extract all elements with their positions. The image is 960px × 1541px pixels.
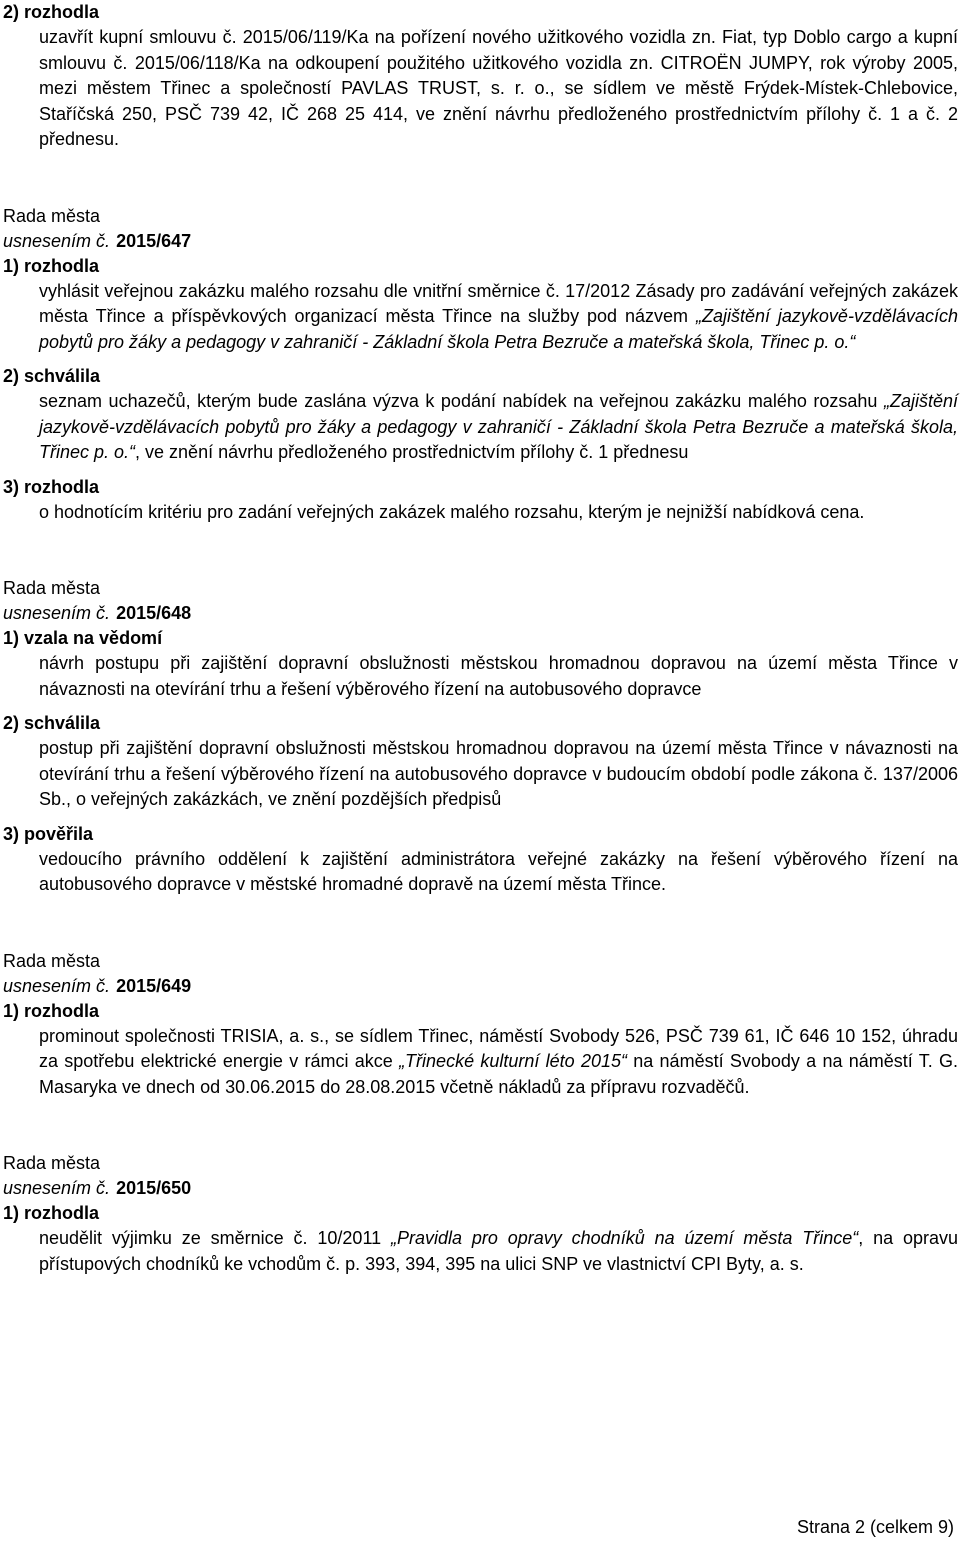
resolution-number: usnesením č. 2015/647 xyxy=(3,230,192,251)
council-heading: Rada města xyxy=(3,205,101,226)
resolution-2015-647 xyxy=(3,204,958,526)
item-label: 1) vzala na vědomí xyxy=(3,628,163,648)
item-text: návrh postupu při zajištění dopravní obslužnosti městskou hromadnou dopravou na území města Třince v návaznosti na otevírání trhu a řešení výběrového řízení na autobusového dopravce xyxy=(39,653,958,699)
item-text: prominout společnosti TRISIA, a. s., se sídlem Třinec, náměstí Svobody 526, PSČ 739 61, IČ 646 10 152, úhradu za spotřebu elektrické energie v rámci akce „Třinecké kulturní léto 2015“ na náměstí Svobody a na náměstí T. G. Masaryka ve dnech od 30.06.2015 do 28.08.2015 včetně nákladů za přípravu rozvaděčů. xyxy=(39,1025,958,1097)
resolution-item xyxy=(3,364,958,466)
item-label: 3) pověřila xyxy=(3,823,94,844)
page-number: Strana 2 (celkem 9) xyxy=(796,1517,954,1537)
document-page xyxy=(3,0,958,1277)
resolution-item xyxy=(3,626,958,702)
council-heading: Rada města xyxy=(3,1153,101,1173)
item-text: uzavřít kupní smlouvu č. 2015/06/119/Ka na pořízení nového užitkového vozidla zn. Fiat, typ Doblo cargo a kupní smlouvu č. 2015/06/118/Ka na odkoupení použitého užitkového vozidla zn. CITROËN JUMPY, rok výroby 2005, mezi městem Třinec a společností PAVLAS TRUST, s. r. o., se sídlem ve městě Frýdek-Místek-Chlebovice, Staříčská 250, PSČ 739 42, IČ 268 25 414, ve znění návrhu předloženého prostřednictvím přílohy č. 1 a č. 2 přednesu. xyxy=(39,27,958,149)
resolution-number: usnesením č. 2015/649 xyxy=(3,975,192,996)
item-label: 2) schválila xyxy=(3,366,101,386)
resolution-2015-649 xyxy=(3,949,958,1101)
resolution-item xyxy=(3,711,958,813)
item-text: vedoucího právního oddělení k zajištění administrátora veřejné zakázky na řešení výběrového řízení na autobusového dopravce v městské hromadné dopravě na území města Třince. xyxy=(39,848,958,894)
council-heading: Rada města xyxy=(3,950,101,971)
resolution-item xyxy=(3,0,958,153)
resolution-item xyxy=(3,1201,958,1277)
item-label: 1) rozhodla xyxy=(3,255,100,276)
resolution-number: usnesením č. 2015/650 xyxy=(3,1178,192,1198)
resolution-item xyxy=(3,999,958,1101)
resolution-item xyxy=(3,475,958,526)
resolution-2015-650 xyxy=(3,1151,958,1277)
resolution-2015-648 xyxy=(3,576,958,898)
item-text: postup při zajištění dopravní obslužnosti městskou hromadnou dopravou na území města Třince v návaznosti na otevírání trhu a řešení výběrového řízení na autobusového dopravce v budoucím období podle zákona č. 137/2006 Sb., o veřejných zakázkách, ve znění pozdějších předpisů xyxy=(39,738,958,809)
item-label: 1) rozhodla xyxy=(3,1203,100,1223)
item-label: 3) rozhodla xyxy=(3,476,100,497)
resolution-number: usnesením č. 2015/648 xyxy=(3,603,192,623)
item-text: vyhlásit veřejnou zakázku malého rozsahu dle vnitřní směrnice č. 17/2012 Zásady pro zadávání veřejných zakázek města Třince a příspěvkových organizací města Třince na služby pod názvem „Zajištění jazykově-vzdělávacích pobytů pro žáky a pedagogy v zahraničí - Základní škola Petra Bezruče a mateřská škola, Třinec p. o.“ xyxy=(39,280,958,352)
resolution-item xyxy=(3,822,958,898)
item-text: neudělit výjimku ze směrnice č. 10/2011 „Pravidla pro opravy chodníků na území města Třince“, na opravu přístupových chodníků ke vchodům č. p. 393, 394, 395 na ulici SNP ve vlastnictví CPI Byty, a. s. xyxy=(39,1228,959,1274)
item-label: 2) rozhodla xyxy=(3,2,100,22)
council-heading: Rada města xyxy=(3,578,101,598)
item-label: 2) schválila xyxy=(3,713,101,733)
item-text: seznam uchazečů, kterým bude zaslána výzva k podání nabídek na veřejnou zakázku malého rozsahu „Zajištění jazykově-vzdělávacích pobytů pro žáky a pedagogy v zahraničí - Základní škola Petra Bezruče a mateřská škola, Třinec p. o.“, ve znění návrhu předloženého prostřednictvím přílohy č. 1 přednesu xyxy=(39,391,958,462)
item-label: 1) rozhodla xyxy=(3,1000,100,1021)
item-text: o hodnotícím kritériu pro zadání veřejných zakázek malého rozsahu, kterým je nejnižší nabídková cena. xyxy=(39,501,865,522)
resolution-item xyxy=(3,254,958,356)
